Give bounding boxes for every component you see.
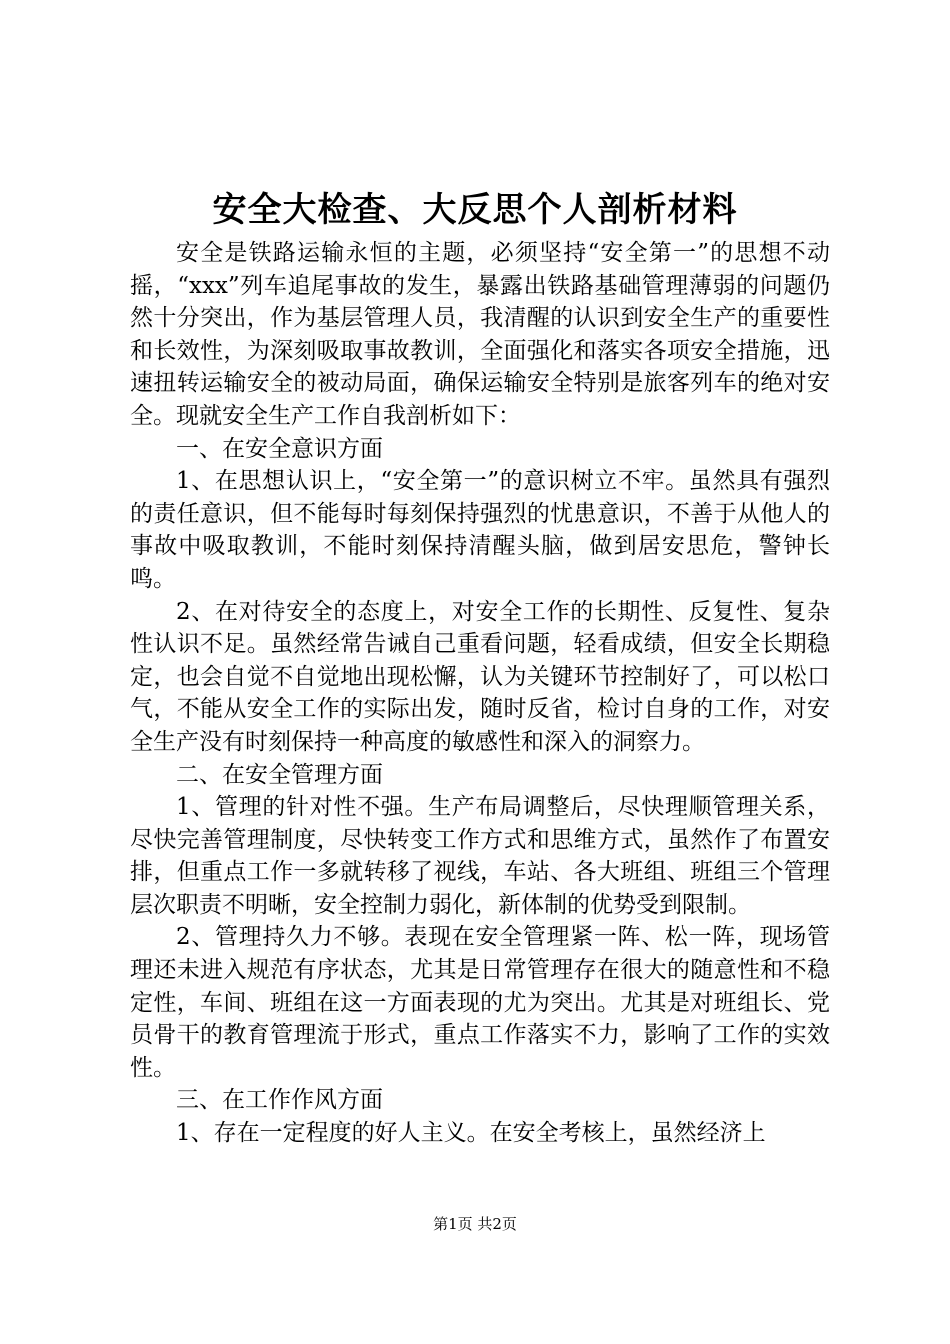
document-body xyxy=(130,237,830,1150)
section1-paragraph-1: 1、在思想认识上，“安全第一”的意识树立不牢。虽然具有强烈的责任意识，但不能每时每刻保持强烈的忧患意识，不善于从他人的事故中吸取教训，不能时刻保持清醒头脑，做到居安思危，警钟长鸣。 xyxy=(130,468,830,592)
section-heading-3: 三、在工作作风方面 xyxy=(176,1087,383,1114)
section-heading-2: 二、在安全管理方面 xyxy=(176,761,383,788)
document-title: 安全大检查、大反思个人剖析材料 xyxy=(212,190,738,230)
section2-paragraph-2: 2、管理持久力不够。表现在安全管理紧一阵、松一阵，现场管理还未进入规范有序状态，尤其是日常管理存在很大的随意性和不稳定性，车间、班组在这一方面表现的尤为突出。尤其是对班组长、党员骨干的教育管理流于形式，重点工作落实不力，影响了工作的实效性。 xyxy=(130,924,830,1081)
section2-paragraph-1: 1、管理的针对性不强。生产布局调整后，尽快理顺管理关系，尽快完善管理制度，尽快转变工作方式和思维方式，虽然作了布置安排，但重点工作一多就转移了视线，车站、各大班组、班组三个管理层次职责不明晰，安全控制力弱化，新体制的优势受到限制。 xyxy=(130,794,830,918)
intro-paragraph: 安全是铁路运输永恒的主题，必须坚持“安全第一”的思想不动摇，“xxx”列车追尾事故的发生，暴露出铁路基础管理薄弱的问题仍然十分突出，作为基层管理人员，我清醒的认识到安全生产的重要性和长效性，为深刻吸取事故教训，全面强化和落实各项安全措施，迅速扭转运输安全的被动局面，确保运输安全特别是旅客列车的绝对安全。现就安全生产工作自我剖析如下： xyxy=(130,240,830,429)
section1-paragraph-2: 2、在对待安全的态度上，对安全工作的长期性、反复性、复杂性认识不足。虽然经常告诫自己重看问题，轻看成绩，但安全长期稳定，也会自觉不自觉地出现松懈，认为关键环节控制好了，可以松口气，不能从安全工作的实际出发，随时反省，检讨自身的工作，对安全生产没有时刻保持一种高度的敏感性和深入的洞察力。 xyxy=(130,598,830,755)
section-heading-1: 一、在安全意识方面 xyxy=(176,435,383,462)
section3-paragraph-1: 1、存在一定程度的好人主义。在安全考核上，虽然经济上 xyxy=(176,1120,766,1147)
page-number-footer: 第1页 共2页 xyxy=(433,1215,517,1233)
